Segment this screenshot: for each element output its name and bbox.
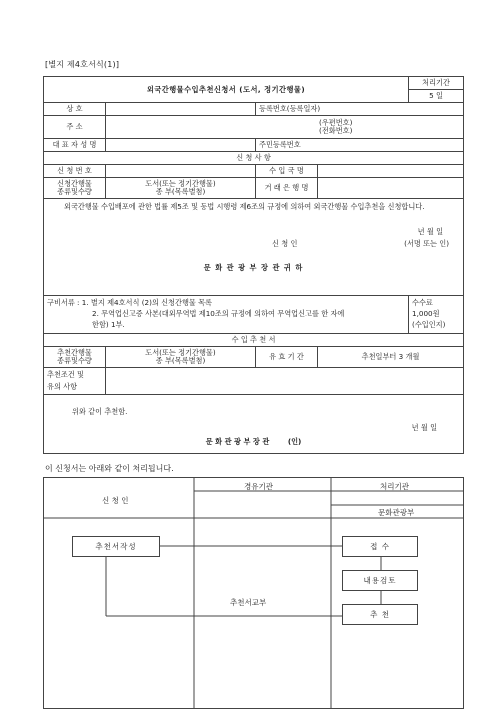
statement-text: 외국간행물 수입배포에 관한 법률 제5조 및 동법 시행령 제6조의 규정에 의하여 외국간행물 수입추천을 신청합니다. — [64, 202, 425, 211]
step-deliver: 추천서교부 — [230, 598, 267, 607]
address-value[interactable] — [106, 116, 464, 139]
step-write-recommendation: 추천서작성 — [72, 536, 160, 557]
conditions-value[interactable] — [106, 368, 464, 395]
bank-value[interactable] — [318, 178, 464, 199]
application-form — [43, 76, 464, 454]
section-application: 신 청 사 항 — [44, 152, 464, 165]
trade-name-value[interactable] — [106, 103, 256, 116]
step-recommend: 추 천 — [342, 604, 418, 625]
processing-period-label: 처리기간 — [409, 77, 464, 90]
statement-block — [44, 199, 464, 296]
seal-label: (인) — [287, 437, 302, 446]
recommended-type-label: 추천간행물 종류및수량 — [44, 347, 106, 368]
representative-label: 대 표 자 성 명 — [44, 139, 106, 152]
publication-kind: 도서(또는 정기간행물) 종 부(목록별첨) — [106, 178, 256, 199]
process-note: 이 신청서는 아래와 같이 처리됩니다. — [45, 464, 174, 473]
application-number-label: 신 청 번 호 — [44, 165, 106, 178]
fee: 수수료 1,000원 (수입인지) — [409, 296, 464, 334]
bank-label: 거 래 은 행 명 — [256, 178, 318, 199]
attachments: 구비서류 : 1. 별지 제4호서식 (2)의 신청간행물 목록 2. 무역업신고증 사본(대외무역법 제10조의 규정에 의하여 무역업신고를 한 자에 한함) 1부. — [44, 296, 409, 334]
registration-number-label: 등록번호(등록일자) — [256, 103, 464, 116]
signature-label: (서명 또는 인) — [404, 239, 450, 248]
phone-label: (전화번호) — [319, 126, 353, 135]
recommend-statement: 위와 같이 추천함. — [72, 407, 128, 416]
postal-code-label: (우편번호) — [319, 118, 353, 127]
resident-number-label: 주민등록번호 — [256, 139, 464, 152]
minister-line — [50, 437, 457, 447]
publication-type-label: 신청간행물 종류및수량 — [44, 178, 106, 199]
conditions-label: 추천조건 및 유의 사항 — [44, 368, 106, 395]
recommended-kind: 도서(또는 정기간행물) 종 부(목록별첨) — [106, 347, 256, 368]
form-number: [별지 제4호서식(1)] — [45, 60, 120, 69]
application-date: 년 월 일 — [417, 227, 444, 236]
application-number-value[interactable] — [106, 165, 256, 178]
section-recommendation: 수 입 추 천 서 — [44, 334, 464, 347]
import-country-value[interactable] — [318, 165, 464, 178]
processing-organization: 문화관광부 — [378, 508, 415, 517]
validity-label: 유 효 기 간 — [256, 347, 318, 368]
column-processing-agency: 처리기관 — [380, 482, 409, 491]
import-country-label: 수 입 국 명 — [256, 165, 318, 178]
processing-period-value: 5 일 — [409, 90, 464, 103]
applicant-label: 신 청 인 — [272, 239, 298, 248]
address-label: 주 소 — [44, 116, 106, 139]
trade-name-label: 상 호 — [44, 103, 106, 116]
column-applicant: 신 청 인 — [102, 496, 129, 505]
validity-value: 추천일부터 3 개월 — [318, 347, 464, 368]
step-receive: 접 수 — [342, 536, 418, 557]
representative-value[interactable] — [106, 139, 256, 152]
minister-title: 문 화 관 광 부 장 관 — [205, 437, 270, 446]
addressee: 문 화 관 광 부 장 관 귀 하 — [203, 263, 304, 272]
recommendation-block — [44, 395, 464, 454]
recommend-date: 년 월 일 — [411, 423, 438, 432]
column-via-agency: 경유기관 — [244, 482, 273, 491]
form-title: 외국간행물수입추천신청서 (도서, 정기간행물) — [44, 77, 409, 103]
process-flow — [43, 477, 464, 709]
step-review: 내용검토 — [342, 570, 418, 591]
